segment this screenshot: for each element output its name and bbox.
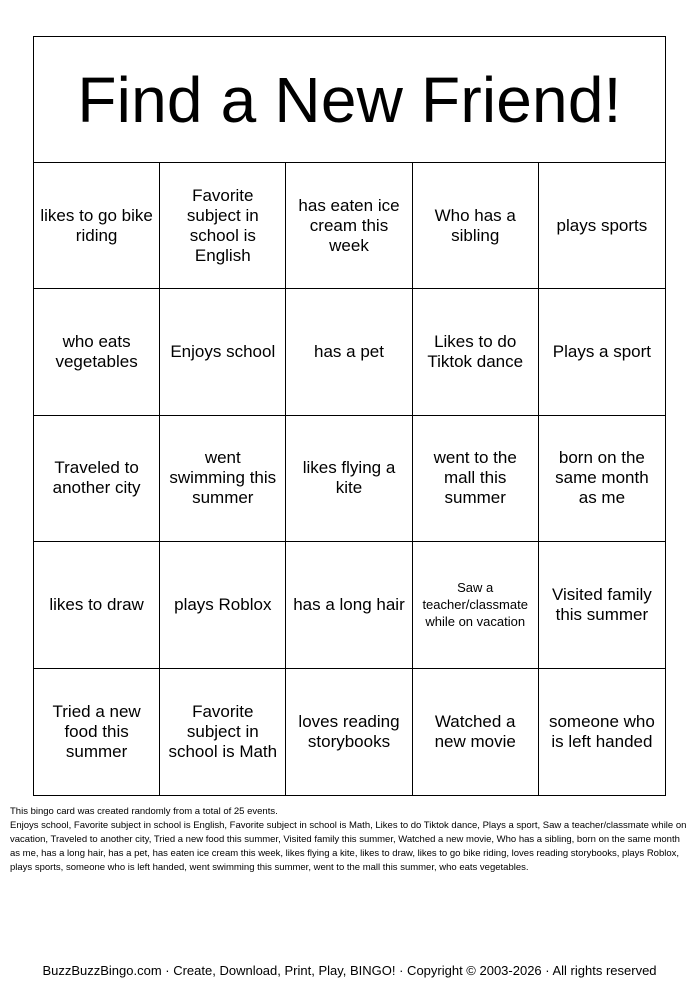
card-footnote	[10, 805, 692, 875]
bingo-cell: plays sports	[539, 163, 665, 289]
bingo-cell: Visited family this summer	[539, 542, 665, 668]
bingo-cell: someone who is left handed	[548, 711, 655, 751]
bingo-cell: likes to go bike riding	[34, 163, 160, 289]
bingo-cell: Likes to do Tiktok dance	[413, 289, 539, 415]
footnote-intro: This bingo card was created randomly from a total of 25 events.	[10, 806, 278, 817]
bingo-cell: Tried a new food this summer	[34, 669, 160, 795]
card-title-cell	[34, 37, 665, 163]
footnote-event-list: Enjoys school, Favorite subject in school is English, Favorite subject in school is Math, Likes to do Tiktok dance, Plays a sport, Saw a teacher/classmate while on vacation, Traveled to another city, Tried a new food this summer, Visited family this summer, Watched a new movie, Who has a sibling, born on the same month as me, has a long hair, has a pet, has eaten ice cream this week, likes flying a kite, likes to draw, likes to go bike riding, loves reading storybooks, plays Roblox, plays sports, someone who is left handed, went swimming this summer, went to the mall this summer, who eats vegetables.	[10, 820, 687, 873]
bingo-cell: Favorite subject in school is English	[160, 163, 286, 289]
bingo-cell: Favorite subject in school is Math	[160, 669, 286, 795]
bingo-cell: Enjoys school	[160, 289, 286, 415]
card-title: Find a New Friend!	[77, 63, 622, 136]
bingo-cell: has eaten ice cream this week	[286, 163, 412, 289]
bingo-cell: Saw a teacher/classmate while on vacation	[413, 542, 539, 668]
bingo-cell: likes to draw	[34, 542, 160, 668]
bingo-cell: born on the same month as me	[539, 416, 665, 542]
bingo-cell: likes flying a kite	[286, 416, 412, 542]
bingo-cell: Plays a sport	[539, 289, 665, 415]
bingo-cell: Who has a sibling	[413, 163, 539, 289]
bingo-cell: loves reading storybooks	[286, 669, 412, 795]
bingo-cell: Traveled to another city	[34, 416, 160, 542]
bingo-cell: has a pet	[286, 289, 412, 415]
bingo-cell: Watched a new movie	[413, 669, 539, 795]
page-footer: BuzzBuzzBingo.com · Create, Download, Print, Play, BINGO! · Copyright © 2003-2026 · All rights reserved	[42, 963, 657, 978]
bingo-cell: went swimming this summer	[160, 416, 286, 542]
bingo-cell: has a long hair	[286, 542, 412, 668]
bingo-cell: went to the mall this summer	[413, 416, 539, 542]
bingo-card	[33, 36, 666, 796]
bingo-cell: who eats vegetables	[34, 289, 160, 415]
bingo-cell: plays Roblox	[160, 542, 286, 668]
